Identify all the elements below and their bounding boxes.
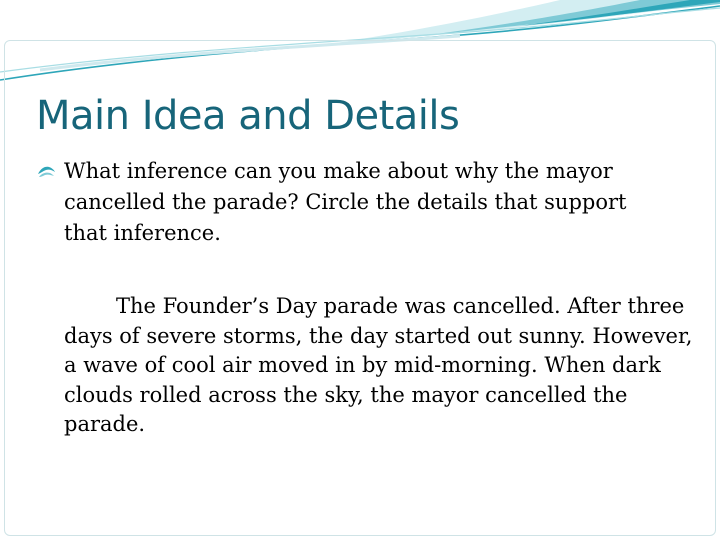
wave-bullet-icon <box>36 162 56 180</box>
slide-title: Main Idea and Details <box>36 93 460 139</box>
bullet-item <box>36 156 676 249</box>
bullet-text: What inference can you make about why the mayor cancelled the parade? Circle the details that support that inference. <box>64 159 627 245</box>
passage-text: The Founder’s Day parade was cancelled. After three days of severe storms, the day started out sunny. However, a wave of cool air moved in by mid-morning. When dark clouds rolled across the sky, the mayor cancelled the parade. <box>64 294 693 436</box>
